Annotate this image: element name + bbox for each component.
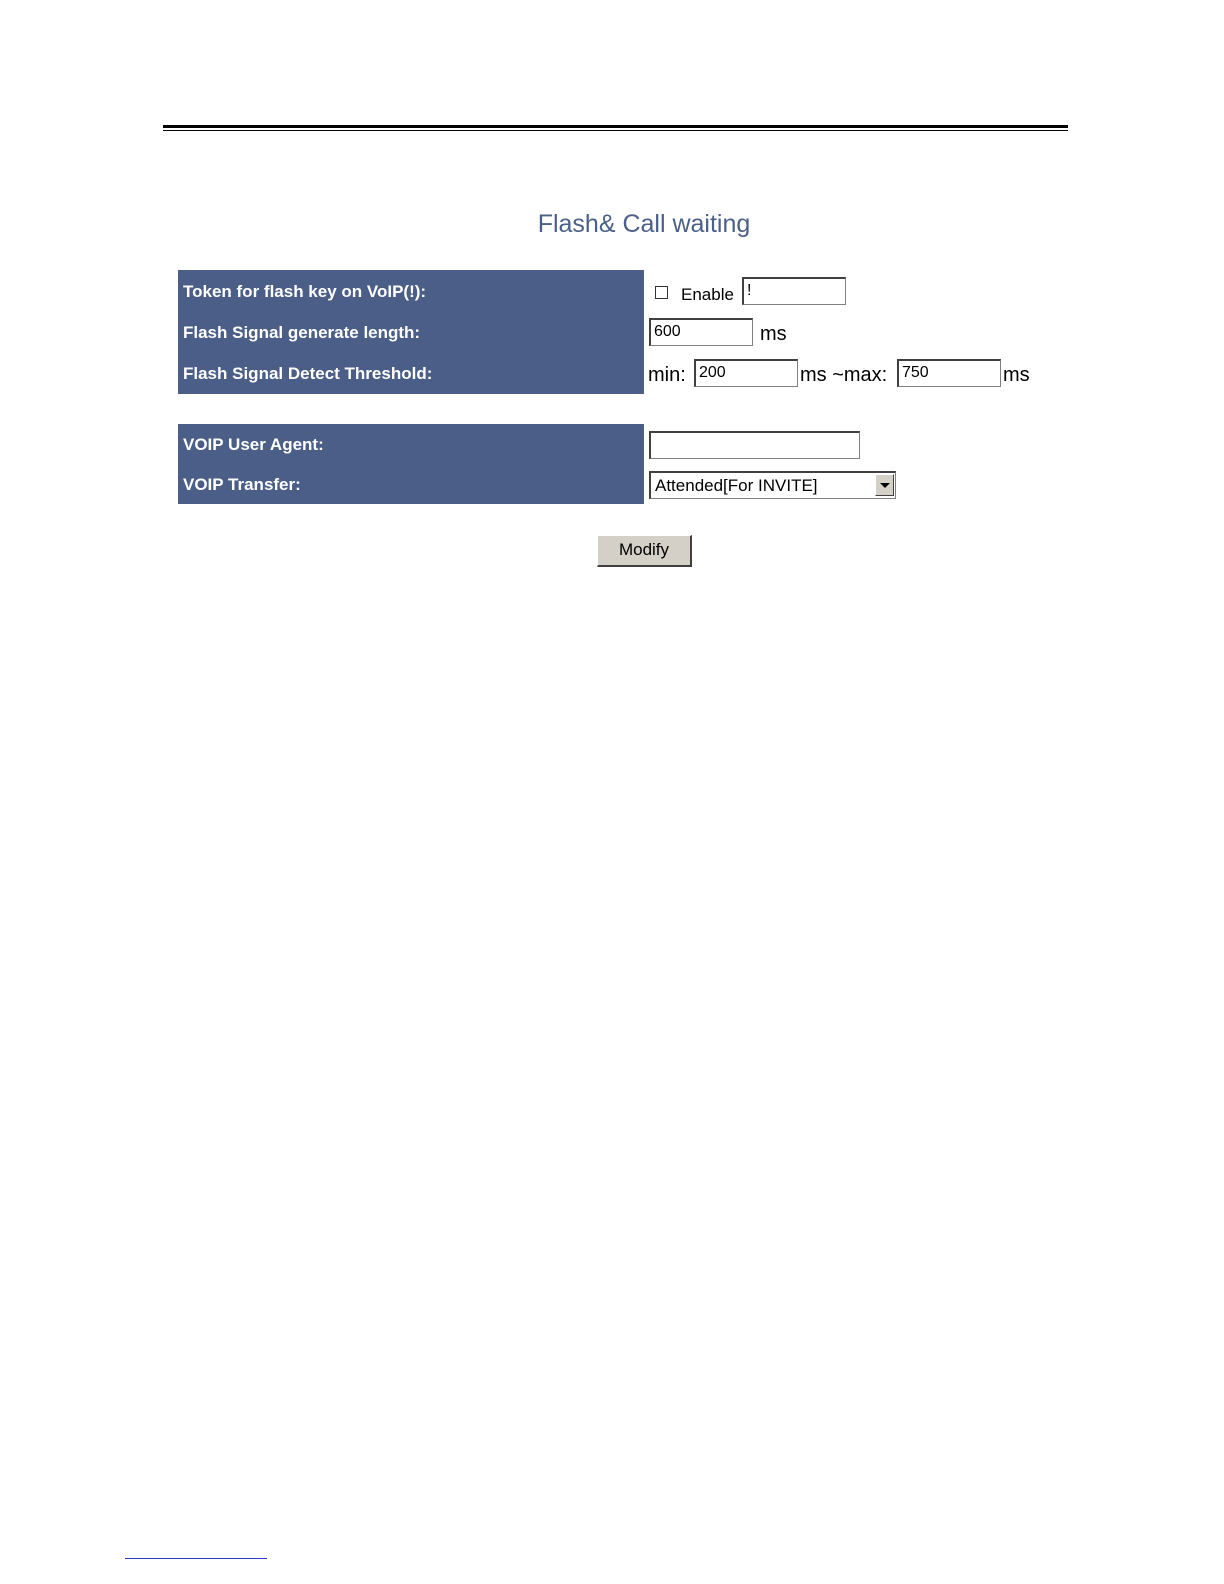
header-rule-thin: [163, 130, 1068, 131]
token-enable-checkbox[interactable]: [655, 286, 668, 299]
threshold-unit: ms: [1003, 364, 1030, 386]
flash-detect-threshold-label: Flash Signal Detect Threshold:: [183, 364, 433, 383]
voip-transfer-selected-value: Attended[For INVITE]: [655, 476, 818, 495]
voip-transfer-select[interactable]: [649, 471, 896, 499]
threshold-min-label: min:: [648, 364, 686, 386]
voip-user-agent-input[interactable]: [649, 431, 860, 459]
footer-link-underline: [125, 1558, 267, 1559]
modify-button[interactable]: Modify: [597, 535, 692, 567]
flash-length-unit: ms: [760, 323, 787, 345]
threshold-max-label: ms ~max:: [800, 364, 888, 386]
chevron-down-icon[interactable]: [875, 474, 894, 496]
voip-user-agent-label: VOIP User Agent:: [183, 435, 324, 454]
flash-generate-length-label: Flash Signal generate length:: [183, 323, 421, 342]
page-title: Flash& Call waiting: [537, 210, 751, 238]
flash-length-input[interactable]: 600: [649, 318, 753, 346]
voip-transfer-label: VOIP Transfer:: [183, 475, 301, 494]
threshold-min-input[interactable]: 200: [694, 359, 798, 387]
token-enable-label: Enable: [681, 285, 734, 304]
token-flash-key-label: Token for flash key on VoIP(!):: [183, 282, 427, 301]
threshold-max-input[interactable]: 750: [897, 359, 1001, 387]
header-rule-thick: [163, 125, 1068, 128]
token-value-input[interactable]: !: [742, 277, 846, 305]
